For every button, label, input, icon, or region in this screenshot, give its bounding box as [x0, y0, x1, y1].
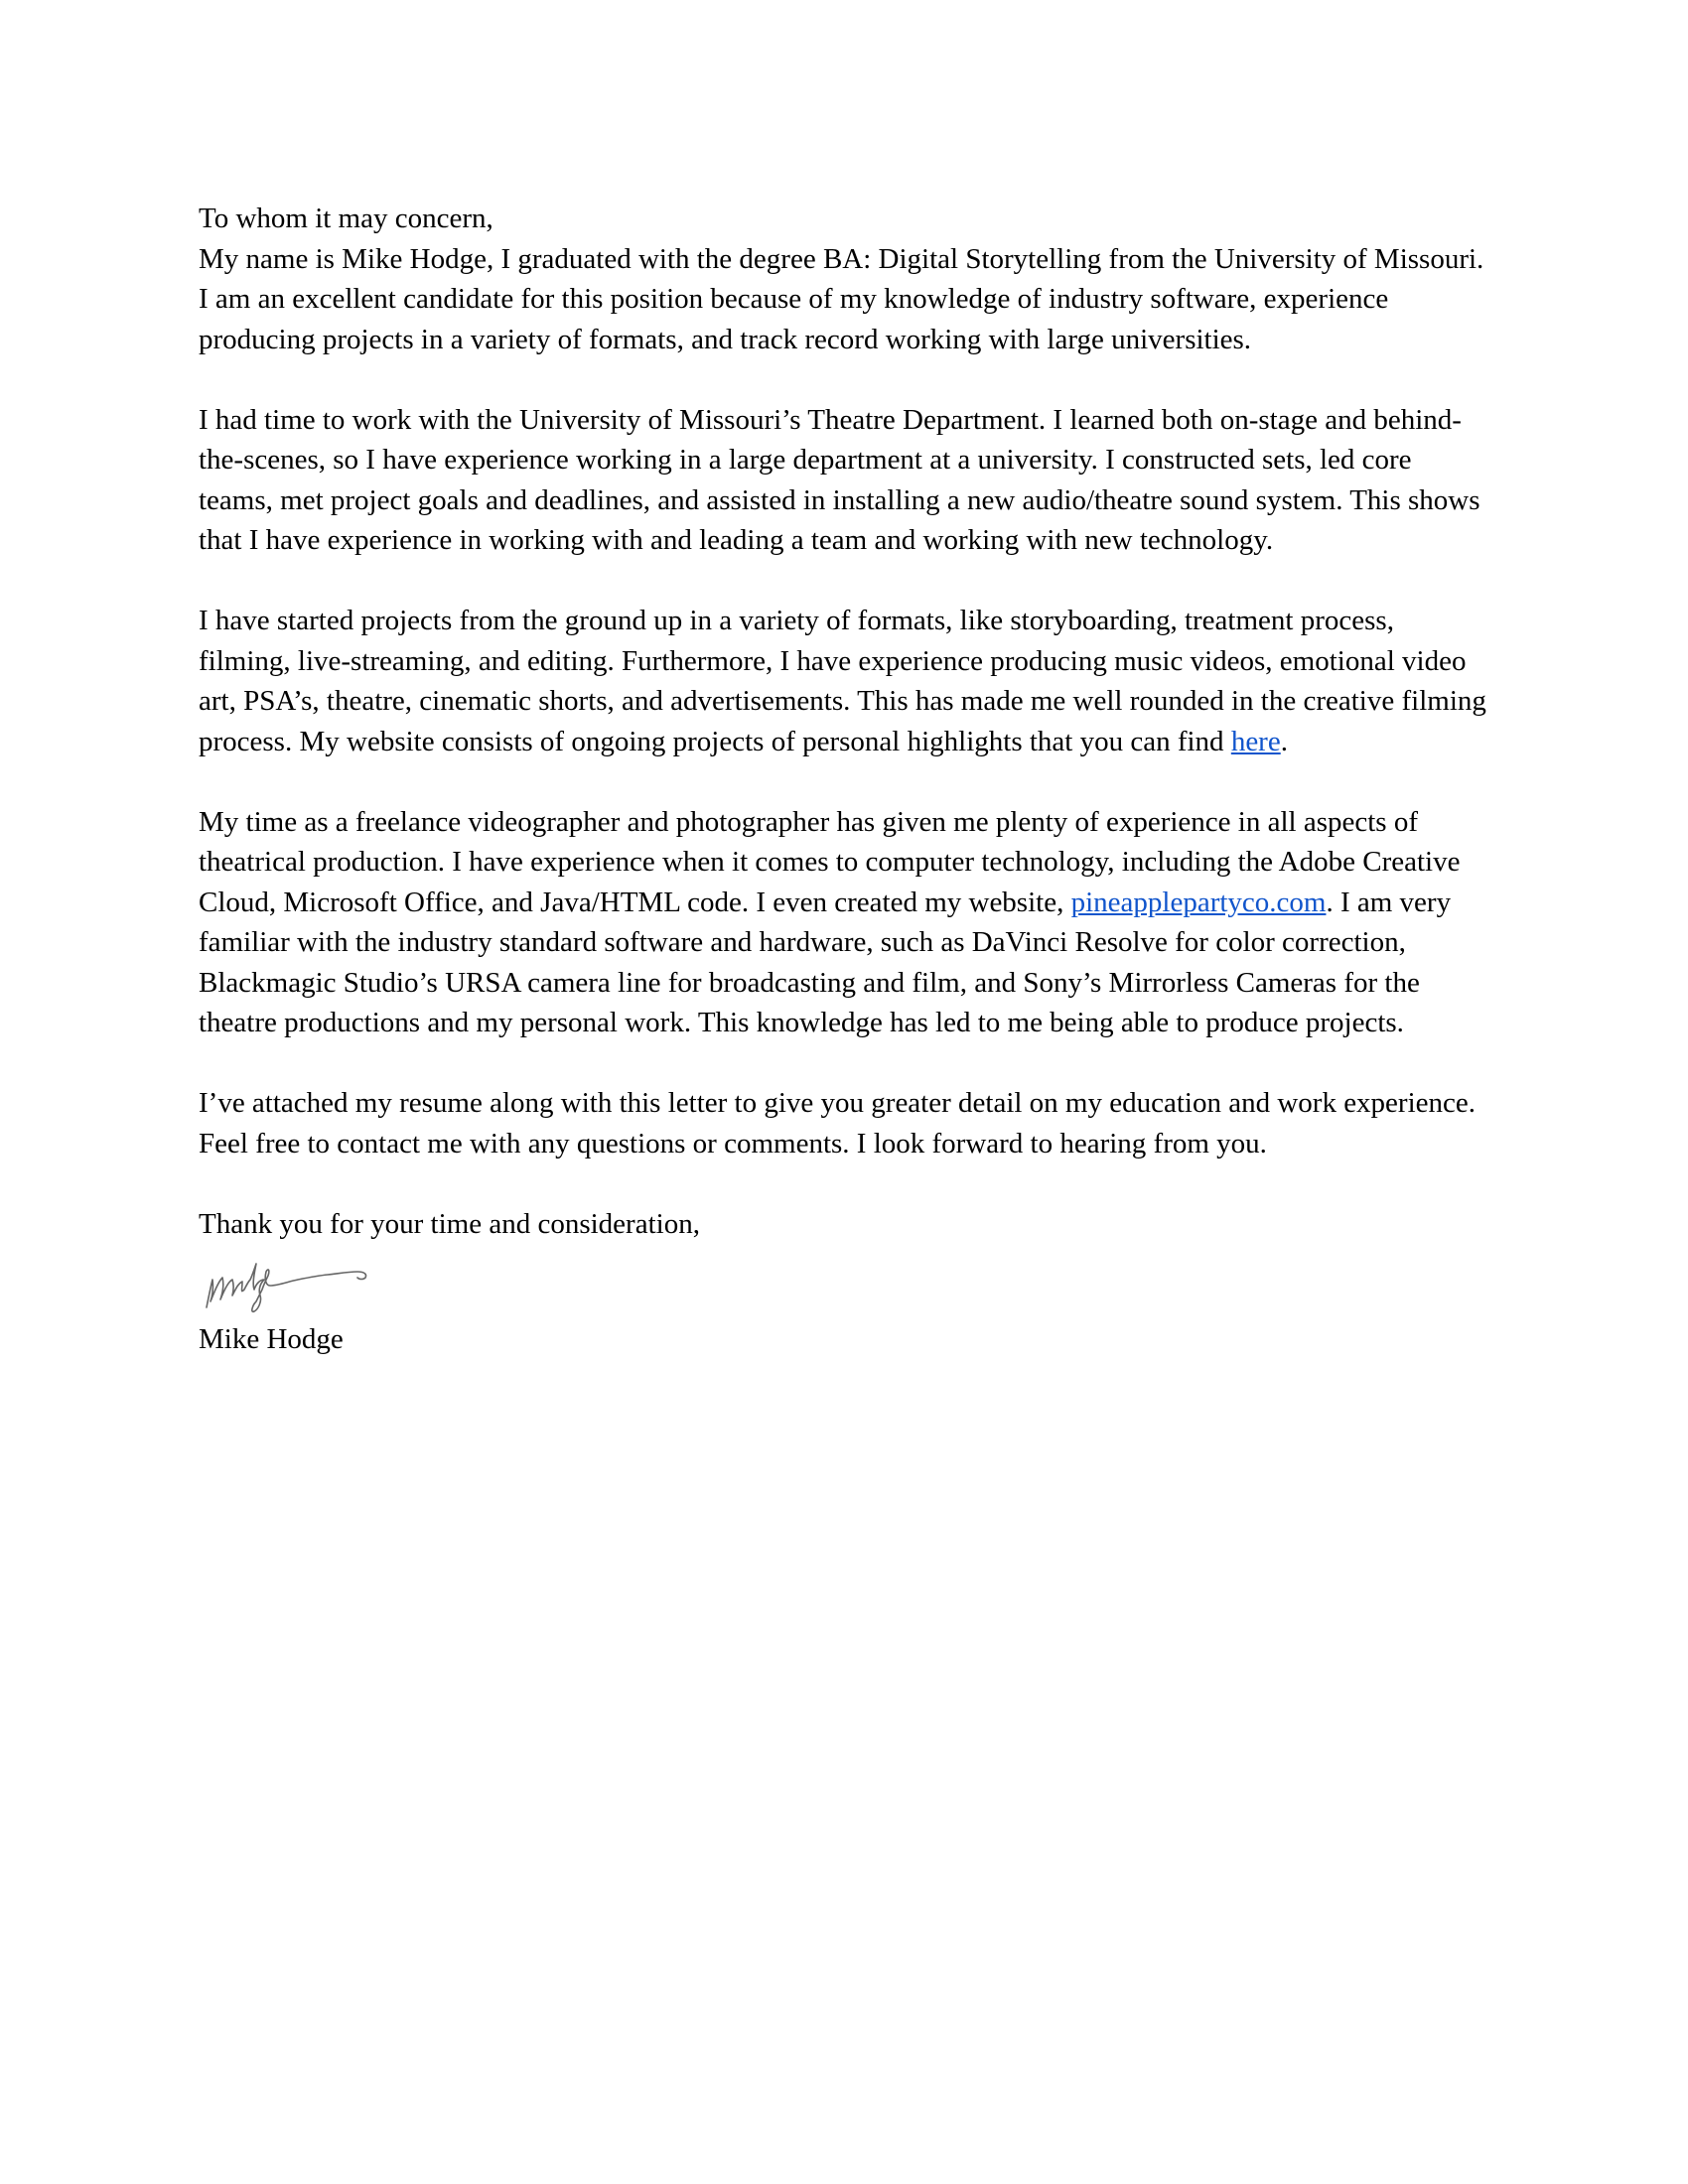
here-link[interactable]: here [1230, 725, 1281, 757]
paragraph-theatre-department: I had time to work with the University of Missouri’s Theatre Department. I learned both on-stage and behind-the-scenes, so I have experience working in a large department at a university. I constructed sets, led core teams, met project goals and deadlines, and assisted in installing a new audio/theatre sound system. This shows that I have experience in working with and leading a team and working with new technology. [199, 403, 1480, 556]
paragraph-introduction: My name is Mike Hodge, I graduated with the degree BA: Digital Storytelling from the University of Missouri. I am an excellent candidate for this position because of my knowledge of industry software, experience producing projects in a variety of formats, and track record working with large universities. [199, 242, 1484, 355]
website-link[interactable]: pineapplepartyco.com [1070, 886, 1327, 918]
paragraph-resume: I’ve attached my resume along with this letter to give you greater detail on my education and work experience. Feel free to contact me with any questions or comments. I look forward to hearing from you. [199, 1087, 1477, 1160]
paragraph-projects [199, 601, 1489, 761]
signer-name: Mike Hodge [199, 1323, 344, 1355]
paragraph-freelance-end: . I am very familiar with the industry standard software and hardware, such as DaVinci Resolve for color correction, Blackmagic Studio’s URSA camera line for broadcasting and film, and Sony’s Mirrorless Cameras for the theatre productions and my personal work. This knowledge has led to me being able to produce projects. [199, 886, 1452, 1038]
paragraph-projects-text: I have started projects from the ground up in a variety of formats, like storyboarding, treatment process, filming, live-streaming, and editing. Furthermore, I have experience producing music videos, emotional video art, PSA’s, theatre, cinematic shorts, and advertisements. This has made me well rounded in the creative filming process. My website consists of ongoing projects of personal highlights that you can find [199, 605, 1486, 757]
closing: Thank you for your time and consideration, [199, 1207, 700, 1240]
paragraph-freelance-text: My time as a freelance videographer and photographer has given me plenty of experience in all aspects of theatrical production. I have experience when it comes to computer technology, including the Adobe Creative Cloud, Microsoft Office, and Java/HTML code. I even created my website, [199, 805, 1461, 918]
handwritten-signature-icon [199, 1250, 377, 1319]
paragraph-projects-end: . [1280, 725, 1288, 757]
letter-body [199, 199, 1489, 1360]
salutation: To whom it may concern, [199, 203, 493, 234]
paragraph-freelance [199, 802, 1489, 1043]
